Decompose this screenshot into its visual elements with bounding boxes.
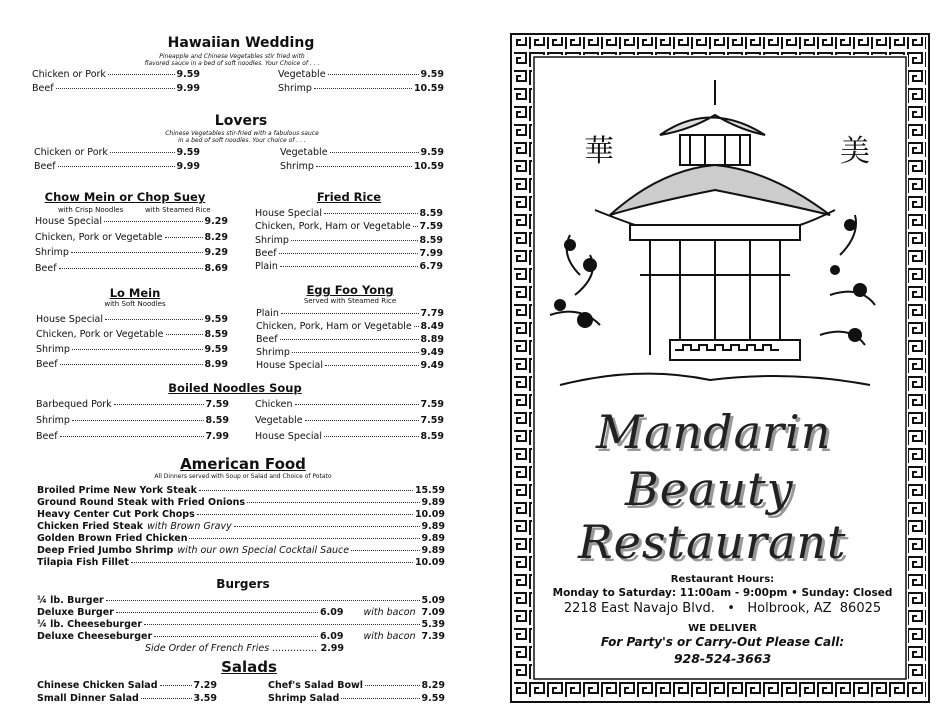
item-name: Beef	[36, 359, 58, 370]
item-price: 10.09	[414, 557, 445, 568]
item-name: Beef	[256, 334, 278, 345]
item-price: 3.59	[193, 693, 217, 704]
section-title-burgers: Burgers	[216, 577, 270, 591]
item-name: Shrimp	[36, 344, 70, 355]
section-subtitle: Served with Steamed Rice	[303, 297, 397, 305]
item-name: Chicken Fried Steak	[37, 521, 144, 532]
menu-item	[37, 631, 445, 643]
item-price: 8.59	[204, 329, 228, 340]
menu-item	[255, 221, 443, 234]
menu-item-list	[255, 208, 443, 274]
section-title-lo-mein: Lo Mein	[109, 286, 161, 300]
item-price: 9.59	[421, 693, 445, 704]
item-note: with our own Special Cocktail Sauce	[177, 545, 350, 556]
item-name: Chicken or Pork	[32, 69, 106, 80]
restaurant-name-line: Mandarin	[596, 405, 832, 459]
item-extra-label: with bacon	[363, 607, 416, 618]
item-name: Heavy Center Cut Pork Chops	[37, 509, 195, 520]
item-name: Beef	[32, 83, 54, 94]
item-price: 7.59	[205, 399, 229, 410]
item-name: Chicken	[255, 399, 293, 410]
menu-item	[255, 261, 443, 274]
item-name: Chef's Salad Bowl	[268, 680, 364, 691]
item-name: Broiled Prime New York Steak	[37, 485, 197, 496]
menu-item	[36, 314, 228, 329]
item-price: 8.49	[420, 321, 444, 332]
item-price: 9.89	[421, 497, 445, 508]
item-name: House Special	[255, 431, 323, 442]
hours-label: Restaurant Hours:	[670, 574, 775, 585]
item-name: Golden Brown Fried Chicken	[37, 533, 188, 544]
dot-leader	[114, 404, 204, 405]
item-name: Chicken, Pork or Vegetable	[36, 329, 164, 340]
item-name: ¼ lb. Cheeseburger	[37, 619, 143, 630]
item-name: Beef	[255, 247, 277, 259]
item-extra-price: 7.09	[421, 607, 445, 618]
dot-leader	[72, 420, 204, 421]
section-description	[145, 53, 320, 67]
item-price: 9.89	[421, 521, 445, 532]
item-price: 8.99	[204, 359, 228, 370]
item-price: 7.99	[419, 247, 443, 259]
item-price: 5.09	[421, 595, 445, 606]
item-price: 9.99	[176, 83, 200, 94]
menu-item-list	[37, 595, 445, 643]
desc-line: Pineapple and Chinese Vegetables stir fried with	[159, 53, 305, 60]
menu-item	[37, 533, 445, 545]
dot-leader	[71, 252, 203, 253]
dot-leader	[141, 698, 192, 699]
item-price: 10.59	[413, 83, 444, 94]
menu-item-list	[278, 69, 444, 97]
item-name: Chicken or Pork	[34, 147, 108, 158]
chinese-character-right: 美	[840, 134, 870, 169]
dot-leader	[280, 339, 419, 340]
item-price: 7.59	[420, 415, 444, 426]
menu-item	[32, 83, 200, 97]
item-name: Shrimp	[256, 347, 290, 358]
item-name: Vegetable	[278, 69, 326, 80]
item-price: 8.59	[420, 431, 444, 442]
dot-leader	[106, 600, 420, 601]
item-name: Shrimp	[280, 161, 314, 172]
menu-item	[37, 680, 217, 693]
dot-leader	[108, 74, 175, 75]
menu-item	[36, 431, 229, 447]
desc-line: flavored sauce in a bed of soft noodles. Your Choice of . . .	[144, 60, 320, 67]
menu-item	[35, 232, 228, 248]
item-name: Tilapia Fish Fillet	[37, 557, 129, 568]
menu-item	[36, 329, 228, 344]
item-price: 5.39	[421, 619, 445, 630]
menu-item	[268, 680, 445, 693]
dot-leader	[199, 490, 413, 491]
french-fries-item: Side Order of French Fries ............... 2.99	[145, 643, 345, 654]
menu-item-list	[268, 680, 445, 706]
item-name: House Special	[256, 360, 324, 371]
menu-item	[37, 607, 445, 619]
item-name: Beef	[34, 161, 56, 172]
dot-leader	[325, 365, 419, 366]
dot-leader	[131, 562, 413, 563]
we-deliver: WE DELIVER	[688, 623, 757, 634]
item-name: Deluxe Burger	[37, 607, 114, 618]
pagoda-illustration	[540, 75, 880, 405]
menu-item	[36, 359, 228, 374]
item-price: 9.89	[421, 533, 445, 544]
menu-item	[278, 83, 444, 97]
section-subtitle: with Steamed Rice	[145, 206, 211, 214]
item-name: House Special	[36, 314, 104, 325]
dot-leader	[189, 538, 419, 539]
desc-line: in a bed of soft noodles. Your choice of . . .	[178, 137, 306, 144]
section-title-boiled-noodles-soup: Boiled Noodles Soup	[168, 381, 302, 395]
menu-item	[37, 619, 445, 631]
menu-item	[280, 147, 444, 161]
item-price: 7.99	[205, 431, 229, 442]
menu-item	[278, 69, 444, 83]
item-price: 10.09	[414, 509, 445, 520]
menu-item-list	[37, 485, 445, 569]
menu-item	[35, 247, 228, 263]
section-title-american-food: American Food	[180, 455, 306, 473]
item-name: Vegetable	[280, 147, 328, 158]
menu-item	[32, 69, 200, 83]
item-price: 7.59	[419, 221, 443, 233]
dot-leader	[279, 253, 418, 254]
menu-item	[36, 399, 229, 415]
dot-leader	[295, 404, 419, 405]
dot-leader	[166, 334, 203, 335]
dot-leader	[144, 624, 420, 625]
item-price: 8.59	[419, 208, 443, 219]
item-price: 9.59	[176, 69, 200, 80]
section-title-chow-mein: Chow Mein or Chop Suey	[44, 190, 206, 204]
item-price: 8.29	[421, 680, 445, 691]
dot-leader	[316, 166, 412, 167]
phone-number: 928-524-3663	[673, 651, 772, 666]
item-name: Chicken, Pork or Vegetable	[35, 231, 163, 243]
menu-item	[255, 235, 443, 248]
menu-item	[255, 208, 443, 221]
menu-item-list	[34, 147, 200, 175]
menu-item	[34, 161, 200, 175]
menu-item	[37, 485, 445, 497]
dot-leader	[330, 152, 419, 153]
menu-item	[34, 147, 200, 161]
item-price: 9.59	[176, 147, 200, 158]
menu-item	[37, 509, 445, 521]
item-price: 9.29	[204, 247, 228, 258]
section-description	[165, 130, 319, 144]
section-subtitle: with Crisp Noodles	[58, 206, 124, 214]
item-price: 8.69	[204, 262, 228, 274]
item-price: 6.09	[320, 607, 344, 618]
item-price: 9.59	[420, 69, 444, 80]
chinese-character-left: 華	[584, 134, 614, 169]
item-name: Chicken, Pork, Ham or Vegetable	[255, 221, 411, 233]
item-name: Side Order of French Fries	[145, 643, 270, 654]
dot-leader	[58, 166, 175, 167]
item-price: 9.59	[204, 314, 228, 325]
item-name: Chicken, Pork, Ham or Vegetable	[256, 321, 412, 332]
dot-leader	[60, 364, 203, 365]
item-name: Shrimp	[278, 83, 312, 94]
item-name: Beef	[35, 262, 57, 274]
item-name: Shrimp	[36, 415, 70, 426]
dot-leader	[197, 514, 413, 515]
item-price: 7.79	[420, 308, 444, 319]
dot-leader	[291, 240, 418, 241]
dot-leader	[104, 221, 203, 222]
section-subtitle: All Dinners served with Soup or Salad and Choice of Potato	[154, 473, 332, 480]
dot-leader	[314, 88, 412, 89]
dot-leader	[60, 436, 204, 437]
menu-item	[37, 497, 445, 509]
item-price: 9.49	[420, 360, 444, 371]
menu-item	[35, 263, 228, 279]
menu-item	[37, 693, 217, 706]
item-name: Plain	[255, 261, 278, 273]
item-extra-label: with bacon	[363, 631, 416, 642]
menu-item	[37, 595, 445, 607]
address: 2218 East Navajo Blvd. • Holbrook, AZ 86025	[563, 601, 882, 616]
item-price: 9.59	[204, 344, 228, 355]
item-name: Vegetable	[255, 415, 303, 426]
menu-item	[255, 431, 444, 447]
menu-item	[255, 415, 444, 431]
dot-leader	[110, 152, 175, 153]
dot-leader	[281, 313, 419, 314]
item-name: ¼ lb. Burger	[37, 595, 104, 606]
menu-item-list	[36, 314, 228, 374]
section-title-egg-foo-yong: Egg Foo Yong	[306, 283, 394, 297]
item-name: Deep Fried Jumbo Shrimp	[37, 545, 174, 556]
section-title-lovers: Lovers	[214, 113, 268, 129]
item-price: 9.89	[421, 545, 445, 556]
menu-item	[256, 360, 444, 373]
item-name: Plain	[256, 308, 279, 319]
item-extra-price: 7.39	[421, 631, 445, 642]
dot-leader	[351, 550, 419, 551]
menu-item-list	[35, 216, 228, 278]
item-name: Deluxe Cheeseburger	[37, 631, 153, 642]
item-name: Barbequed Pork	[36, 399, 112, 410]
menu-item-list	[37, 680, 217, 706]
desc-line: Chinese Vegetables stir-fried with a fabulous sauce	[165, 130, 319, 137]
dot-leader	[234, 526, 420, 527]
dot-leader	[154, 636, 318, 637]
item-name: House Special	[35, 216, 103, 227]
item-price: 10.59	[413, 161, 444, 172]
item-price: 9.49	[420, 347, 444, 358]
item-price: 9.99	[176, 161, 200, 172]
dot-leader	[292, 352, 419, 353]
section-title-salads: Salads	[221, 658, 277, 676]
section-title-fried-rice: Fried Rice	[316, 190, 382, 204]
dot-leader	[305, 420, 419, 421]
menu-item	[256, 321, 444, 334]
restaurant-name-line: Restaurant	[578, 515, 847, 569]
menu-item-list	[255, 399, 444, 447]
item-price: 7.59	[420, 399, 444, 410]
item-name: Small Dinner Salad	[37, 693, 139, 704]
section-title-hawaiian-wedding: Hawaiian Wedding	[167, 35, 315, 51]
item-price: 6.09	[320, 631, 344, 642]
item-price: 8.89	[420, 334, 444, 345]
item-name: House Special	[255, 208, 323, 219]
item-name: Beef	[36, 431, 58, 442]
dot-leader	[328, 74, 419, 75]
menu-item	[256, 308, 444, 321]
dot-leader	[341, 698, 419, 699]
item-price: 15.59	[414, 485, 445, 496]
dot-leader	[59, 268, 203, 269]
menu-item	[36, 415, 229, 431]
menu-item	[37, 557, 445, 569]
dot-leader	[56, 88, 175, 89]
menu-item	[268, 693, 445, 706]
dot-leader	[324, 213, 418, 214]
menu-item-list	[256, 308, 444, 373]
dot-leader	[160, 685, 192, 686]
item-name: Shrimp	[255, 234, 289, 246]
menu-item	[255, 248, 443, 261]
item-price: 6.79	[419, 261, 443, 273]
section-subtitle: with Soft Noodles	[104, 300, 166, 308]
menu-item	[256, 347, 444, 360]
call-text: For Party's or Carry-Out Please Call:	[600, 635, 845, 649]
menu-item-list	[32, 69, 200, 97]
item-price: 7.29	[193, 680, 217, 691]
menu-item	[37, 521, 445, 533]
item-price: 8.59	[205, 415, 229, 426]
dot-leader	[365, 685, 420, 686]
menu-item-list	[280, 147, 444, 175]
dot-leader	[165, 237, 203, 238]
menu-item	[256, 334, 444, 347]
dot-leader	[413, 226, 418, 227]
menu-item-list	[36, 399, 229, 447]
hours-text: Monday to Saturday: 11:00am - 9:00pm • Sunday: Closed	[552, 587, 893, 599]
dot-leader	[72, 349, 203, 350]
item-note: with Brown Gravy	[147, 521, 232, 532]
item-name: Shrimp Salad	[268, 693, 340, 704]
item-price: 2.99	[320, 643, 345, 654]
item-name: Ground Round Steak with Fried Onions	[37, 497, 246, 508]
dot-leader	[280, 266, 418, 267]
menu-item	[255, 399, 444, 415]
menu-item	[35, 216, 228, 232]
dot-leader	[105, 319, 203, 320]
menu-item	[280, 161, 444, 175]
item-name: Chinese Chicken Salad	[37, 680, 158, 691]
dot-leader	[414, 326, 419, 327]
item-name: Shrimp	[35, 247, 69, 258]
menu-item	[36, 344, 228, 359]
item-price: 9.59	[420, 147, 444, 158]
dot-leader	[247, 502, 420, 503]
menu-item	[37, 545, 445, 557]
item-price: 8.59	[419, 234, 443, 246]
restaurant-name-line: Beauty	[625, 462, 794, 516]
item-price: 8.29	[204, 231, 228, 243]
item-price: 9.29	[204, 216, 228, 227]
dot-leader	[116, 612, 318, 613]
dot-leader	[324, 436, 419, 437]
